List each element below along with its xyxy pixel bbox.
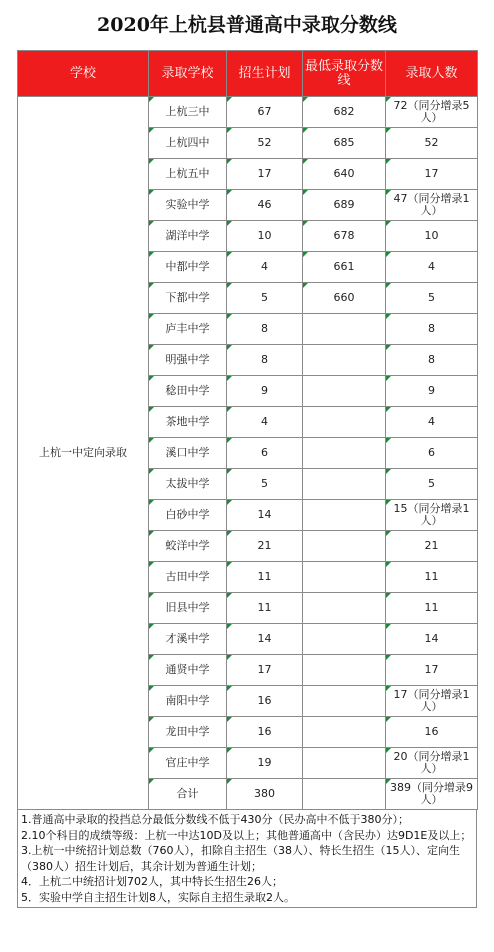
cell-marker-icon bbox=[303, 190, 308, 195]
school-cell bbox=[149, 717, 227, 748]
min-score-cell bbox=[303, 190, 386, 221]
cell-marker-icon bbox=[149, 252, 154, 257]
admission-table bbox=[17, 50, 478, 810]
cell-marker-icon bbox=[149, 407, 154, 412]
note-item: 1.普通高中录取的投挡总分最低分数线不低于430分（民办高中不低于380分）； bbox=[21, 813, 409, 826]
admitted-cell bbox=[386, 500, 478, 531]
plan-cell-text: 14 bbox=[257, 632, 272, 645]
cell-marker-icon bbox=[386, 593, 391, 598]
school-cell bbox=[149, 531, 227, 562]
school-cell bbox=[149, 190, 227, 221]
plan-cell bbox=[227, 748, 303, 779]
school-cell-text: 合计 bbox=[176, 787, 199, 800]
header-admitting-school: 录取学校 bbox=[149, 51, 227, 97]
min-score-cell bbox=[303, 779, 386, 810]
min-score-cell bbox=[303, 407, 386, 438]
cell-marker-icon bbox=[149, 500, 154, 505]
cell-marker-icon bbox=[386, 221, 391, 226]
cell-marker-icon bbox=[227, 376, 232, 381]
header-school: 学校 bbox=[18, 51, 149, 97]
cell-marker-icon bbox=[227, 438, 232, 443]
min-score-cell bbox=[303, 500, 386, 531]
school-cell-text: 下都中学 bbox=[165, 291, 210, 304]
plan-cell-text: 5 bbox=[261, 477, 268, 490]
min-score-cell-text: 682 bbox=[333, 105, 355, 118]
cell-marker-icon bbox=[386, 128, 391, 133]
plan-cell bbox=[227, 500, 303, 531]
cell-marker-icon bbox=[149, 97, 154, 102]
school-cell-text: 湖洋中学 bbox=[165, 229, 210, 242]
cell-marker-icon bbox=[386, 779, 391, 784]
school-cell-text: 实验中学 bbox=[165, 198, 210, 211]
plan-cell bbox=[227, 283, 303, 314]
cell-marker-icon bbox=[386, 717, 391, 722]
min-score-cell bbox=[303, 283, 386, 314]
cell-marker-icon bbox=[149, 717, 154, 722]
cell-marker-icon bbox=[386, 159, 391, 164]
admitted-cell bbox=[386, 190, 478, 221]
school-cell bbox=[149, 469, 227, 500]
school-cell bbox=[149, 97, 227, 128]
cell-marker-icon bbox=[386, 748, 391, 753]
cell-marker-icon bbox=[227, 97, 232, 102]
admitted-cell-text: 6 bbox=[428, 446, 435, 459]
table-row bbox=[18, 97, 478, 128]
admitted-cell bbox=[386, 221, 478, 252]
school-cell bbox=[149, 159, 227, 190]
cell-marker-icon bbox=[149, 159, 154, 164]
admitted-cell bbox=[386, 438, 478, 469]
school-cell-text: 上杭三中 bbox=[165, 105, 210, 118]
min-score-cell-text: 660 bbox=[333, 291, 355, 304]
admitted-cell-text: 5 bbox=[428, 291, 435, 304]
admitted-cell-text: 11 bbox=[424, 570, 439, 583]
plan-cell-text: 19 bbox=[257, 756, 272, 769]
school-cell-text: 上杭四中 bbox=[165, 136, 210, 149]
plan-cell-text: 6 bbox=[261, 446, 268, 459]
admitted-cell-text: 52 bbox=[424, 136, 439, 149]
plan-cell bbox=[227, 345, 303, 376]
admitted-cell bbox=[386, 593, 478, 624]
min-score-cell bbox=[303, 531, 386, 562]
plan-cell bbox=[227, 407, 303, 438]
plan-cell bbox=[227, 97, 303, 128]
school-cell-text: 溪口中学 bbox=[165, 446, 210, 459]
plan-cell bbox=[227, 128, 303, 159]
plan-cell-text: 16 bbox=[257, 694, 272, 707]
cell-marker-icon bbox=[227, 655, 232, 660]
cell-marker-icon bbox=[386, 686, 391, 691]
cell-marker-icon bbox=[386, 345, 391, 350]
admitted-cell-text: 5 bbox=[428, 477, 435, 490]
school-cell bbox=[149, 500, 227, 531]
admitted-cell bbox=[386, 345, 478, 376]
cell-marker-icon bbox=[227, 283, 232, 288]
cell-marker-icon bbox=[386, 97, 391, 102]
plan-cell-text: 11 bbox=[257, 570, 272, 583]
admitted-cell-text: 389（同分增录9人） bbox=[390, 781, 473, 806]
school-cell-text: 才溪中学 bbox=[165, 632, 210, 645]
cell-marker-icon bbox=[386, 190, 391, 195]
school-cell bbox=[149, 345, 227, 376]
plan-cell-text: 21 bbox=[257, 539, 272, 552]
admitted-cell bbox=[386, 717, 478, 748]
note-item: 2.10个科目的成绩等级：上杭一中达10D及以上；其他普通高中（含民办）达9D1E及以上； bbox=[21, 828, 472, 842]
admitted-cell bbox=[386, 748, 478, 779]
min-score-cell-text: 685 bbox=[333, 136, 355, 149]
plan-cell bbox=[227, 531, 303, 562]
cell-marker-icon bbox=[303, 159, 308, 164]
school-cell bbox=[149, 283, 227, 314]
cell-marker-icon bbox=[303, 128, 308, 133]
plan-cell-text: 14 bbox=[257, 508, 272, 521]
school-cell-text: 上杭五中 bbox=[165, 167, 210, 180]
admitted-cell-text: 20（同分增录1人） bbox=[393, 750, 470, 775]
header-admitted-count: 录取人数 bbox=[386, 51, 478, 97]
school-cell-text: 官庄中学 bbox=[165, 756, 210, 769]
admitted-cell-text: 10 bbox=[424, 229, 439, 242]
school-cell-text: 南阳中学 bbox=[165, 694, 210, 707]
admitted-cell-text: 47（同分增录1人） bbox=[393, 192, 470, 217]
min-score-cell bbox=[303, 221, 386, 252]
school-cell bbox=[149, 593, 227, 624]
school-cell bbox=[149, 438, 227, 469]
cell-marker-icon bbox=[227, 624, 232, 629]
admitted-cell-text: 17 bbox=[424, 663, 439, 676]
admitted-cell-text: 16 bbox=[424, 725, 439, 738]
school-cell-text: 庐丰中学 bbox=[165, 322, 210, 335]
school-cell-text: 太拔中学 bbox=[165, 477, 210, 490]
school-cell-text: 古田中学 bbox=[165, 570, 210, 583]
min-score-cell bbox=[303, 97, 386, 128]
plan-cell bbox=[227, 252, 303, 283]
cell-marker-icon bbox=[227, 128, 232, 133]
cell-marker-icon bbox=[227, 190, 232, 195]
plan-cell bbox=[227, 314, 303, 345]
plan-cell-text: 67 bbox=[257, 105, 272, 118]
admitted-cell-text: 11 bbox=[424, 601, 439, 614]
min-score-cell-text: 678 bbox=[333, 229, 355, 242]
cell-marker-icon bbox=[227, 779, 232, 784]
admitted-cell-text: 17（同分增录1人） bbox=[393, 688, 470, 713]
plan-cell bbox=[227, 376, 303, 407]
min-score-cell bbox=[303, 686, 386, 717]
cell-marker-icon bbox=[149, 128, 154, 133]
school-cell-text: 旧县中学 bbox=[165, 601, 210, 614]
plan-cell-text: 9 bbox=[261, 384, 268, 397]
admitted-cell bbox=[386, 469, 478, 500]
cell-marker-icon bbox=[386, 500, 391, 505]
admitted-cell bbox=[386, 686, 478, 717]
admitted-cell bbox=[386, 159, 478, 190]
cell-marker-icon bbox=[386, 252, 391, 257]
min-score-cell bbox=[303, 345, 386, 376]
school-cell-text: 中都中学 bbox=[165, 260, 210, 273]
cell-marker-icon bbox=[227, 159, 232, 164]
cell-marker-icon bbox=[149, 686, 154, 691]
note-item: 4．上杭二中统招计划702人，其中特长生招生26人； bbox=[21, 875, 283, 888]
header-plan: 招生计划 bbox=[227, 51, 303, 97]
school-cell-text: 茶地中学 bbox=[165, 415, 210, 428]
cell-marker-icon bbox=[227, 593, 232, 598]
cell-marker-icon bbox=[386, 376, 391, 381]
school-cell bbox=[149, 562, 227, 593]
min-score-cell-text: 640 bbox=[333, 167, 355, 180]
plan-cell bbox=[227, 190, 303, 221]
plan-cell-text: 5 bbox=[261, 291, 268, 304]
admitted-cell-text: 8 bbox=[428, 353, 435, 366]
min-score-cell bbox=[303, 717, 386, 748]
admitted-cell bbox=[386, 376, 478, 407]
min-score-cell bbox=[303, 469, 386, 500]
header-row bbox=[18, 51, 478, 97]
min-score-cell-text: 689 bbox=[333, 198, 355, 211]
plan-cell bbox=[227, 686, 303, 717]
school-cell bbox=[149, 407, 227, 438]
min-score-cell bbox=[303, 314, 386, 345]
admitted-cell-text: 72（同分增录5人） bbox=[393, 99, 470, 124]
admitted-cell-text: 4 bbox=[428, 415, 435, 428]
cell-marker-icon bbox=[227, 717, 232, 722]
admitted-cell bbox=[386, 531, 478, 562]
admitted-cell bbox=[386, 655, 478, 686]
plan-cell-text: 16 bbox=[257, 725, 272, 738]
admitted-cell-text: 9 bbox=[428, 384, 435, 397]
cell-marker-icon bbox=[227, 252, 232, 257]
plan-cell-text: 46 bbox=[257, 198, 272, 211]
school-cell bbox=[149, 779, 227, 810]
notes-section bbox=[17, 810, 477, 908]
admitted-cell bbox=[386, 283, 478, 314]
school-cell-text: 白砂中学 bbox=[165, 508, 210, 521]
school-cell bbox=[149, 655, 227, 686]
school-cell-text: 蛟洋中学 bbox=[165, 539, 210, 552]
plan-cell bbox=[227, 438, 303, 469]
cell-marker-icon bbox=[386, 531, 391, 536]
plan-cell-text: 8 bbox=[261, 353, 268, 366]
cell-marker-icon bbox=[149, 531, 154, 536]
cell-marker-icon bbox=[149, 624, 154, 629]
cell-marker-icon bbox=[386, 283, 391, 288]
table-body bbox=[18, 97, 478, 810]
cell-marker-icon bbox=[149, 314, 154, 319]
school-cell bbox=[149, 624, 227, 655]
school-cell-text: 稔田中学 bbox=[165, 384, 210, 397]
min-score-cell bbox=[303, 252, 386, 283]
cell-marker-icon bbox=[303, 252, 308, 257]
school-cell bbox=[149, 686, 227, 717]
plan-cell-text: 52 bbox=[257, 136, 272, 149]
cell-marker-icon bbox=[303, 221, 308, 226]
cell-marker-icon bbox=[227, 314, 232, 319]
cell-marker-icon bbox=[386, 469, 391, 474]
min-score-cell bbox=[303, 376, 386, 407]
cell-marker-icon bbox=[227, 531, 232, 536]
admitted-cell-text: 4 bbox=[428, 260, 435, 273]
plan-cell-text: 380 bbox=[254, 787, 275, 800]
plan-cell bbox=[227, 469, 303, 500]
school-cell bbox=[149, 221, 227, 252]
plan-cell-text: 11 bbox=[257, 601, 272, 614]
admitted-cell bbox=[386, 314, 478, 345]
cell-marker-icon bbox=[303, 283, 308, 288]
admitted-cell bbox=[386, 128, 478, 159]
cell-marker-icon bbox=[227, 407, 232, 412]
cell-marker-icon bbox=[149, 221, 154, 226]
cell-marker-icon bbox=[149, 779, 154, 784]
cell-marker-icon bbox=[149, 376, 154, 381]
plan-cell bbox=[227, 221, 303, 252]
plan-cell-text: 17 bbox=[257, 663, 272, 676]
cell-marker-icon bbox=[386, 655, 391, 660]
min-score-cell-text: 661 bbox=[333, 260, 355, 273]
plan-cell bbox=[227, 159, 303, 190]
admitted-cell bbox=[386, 624, 478, 655]
admitted-cell-text: 14 bbox=[424, 632, 439, 645]
min-score-cell bbox=[303, 593, 386, 624]
school-cell bbox=[149, 748, 227, 779]
school-cell bbox=[149, 376, 227, 407]
school-cell-text: 通贤中学 bbox=[165, 663, 210, 676]
admitted-cell bbox=[386, 252, 478, 283]
cell-marker-icon bbox=[149, 190, 154, 195]
plan-cell-text: 8 bbox=[261, 322, 268, 335]
school-cell bbox=[149, 252, 227, 283]
plan-cell-text: 17 bbox=[257, 167, 272, 180]
cell-marker-icon bbox=[227, 345, 232, 350]
admitted-cell bbox=[386, 407, 478, 438]
cell-marker-icon bbox=[227, 686, 232, 691]
plan-cell bbox=[227, 717, 303, 748]
min-score-cell bbox=[303, 159, 386, 190]
header-min-score: 最低录取分数线 bbox=[303, 51, 386, 97]
min-score-cell bbox=[303, 624, 386, 655]
school-cell-text: 明强中学 bbox=[165, 353, 210, 366]
cell-marker-icon bbox=[149, 593, 154, 598]
cell-marker-icon bbox=[386, 407, 391, 412]
plan-cell-text: 4 bbox=[261, 415, 268, 428]
plan-cell bbox=[227, 593, 303, 624]
min-score-cell bbox=[303, 562, 386, 593]
plan-cell bbox=[227, 624, 303, 655]
cell-marker-icon bbox=[149, 283, 154, 288]
min-score-cell bbox=[303, 748, 386, 779]
min-score-cell bbox=[303, 655, 386, 686]
plan-cell bbox=[227, 655, 303, 686]
cell-marker-icon bbox=[227, 500, 232, 505]
plan-cell bbox=[227, 562, 303, 593]
cell-marker-icon bbox=[227, 562, 232, 567]
cell-marker-icon bbox=[149, 655, 154, 660]
plan-cell-text: 4 bbox=[261, 260, 268, 273]
admitted-cell-text: 8 bbox=[428, 322, 435, 335]
cell-marker-icon bbox=[386, 438, 391, 443]
cell-marker-icon bbox=[227, 748, 232, 753]
cell-marker-icon bbox=[149, 438, 154, 443]
cell-marker-icon bbox=[149, 345, 154, 350]
admitted-cell-text: 17 bbox=[424, 167, 439, 180]
plan-cell bbox=[227, 779, 303, 810]
cell-marker-icon bbox=[227, 469, 232, 474]
admitted-cell bbox=[386, 97, 478, 128]
group-label: 上杭一中定向录取 bbox=[18, 97, 149, 810]
cell-marker-icon bbox=[149, 748, 154, 753]
admitted-cell-text: 21 bbox=[424, 539, 439, 552]
min-score-cell bbox=[303, 438, 386, 469]
school-cell bbox=[149, 128, 227, 159]
cell-marker-icon bbox=[227, 221, 232, 226]
cell-marker-icon bbox=[386, 314, 391, 319]
note-item: 5．实验中学自主招生计划8人，实际自主招生录取2人。 bbox=[21, 890, 295, 904]
admitted-cell bbox=[386, 562, 478, 593]
cell-marker-icon bbox=[386, 562, 391, 567]
cell-marker-icon bbox=[149, 469, 154, 474]
admitted-cell-text: 15（同分增录1人） bbox=[393, 502, 470, 527]
cell-marker-icon bbox=[386, 624, 391, 629]
school-cell-text: 龙田中学 bbox=[165, 725, 210, 738]
cell-marker-icon bbox=[303, 97, 308, 102]
admitted-cell bbox=[386, 779, 478, 810]
cell-marker-icon bbox=[149, 562, 154, 567]
min-score-cell bbox=[303, 128, 386, 159]
page-title: 2020年上杭县普通高中录取分数线 bbox=[97, 14, 397, 36]
note-item: 3.上杭一中统招计划总数（760人），扣除自主招生（38人）、特长生招生（15人）、定向生（380人）招生计划后，其余计划为普通生计划； bbox=[21, 844, 460, 873]
school-cell bbox=[149, 314, 227, 345]
plan-cell-text: 10 bbox=[257, 229, 272, 242]
